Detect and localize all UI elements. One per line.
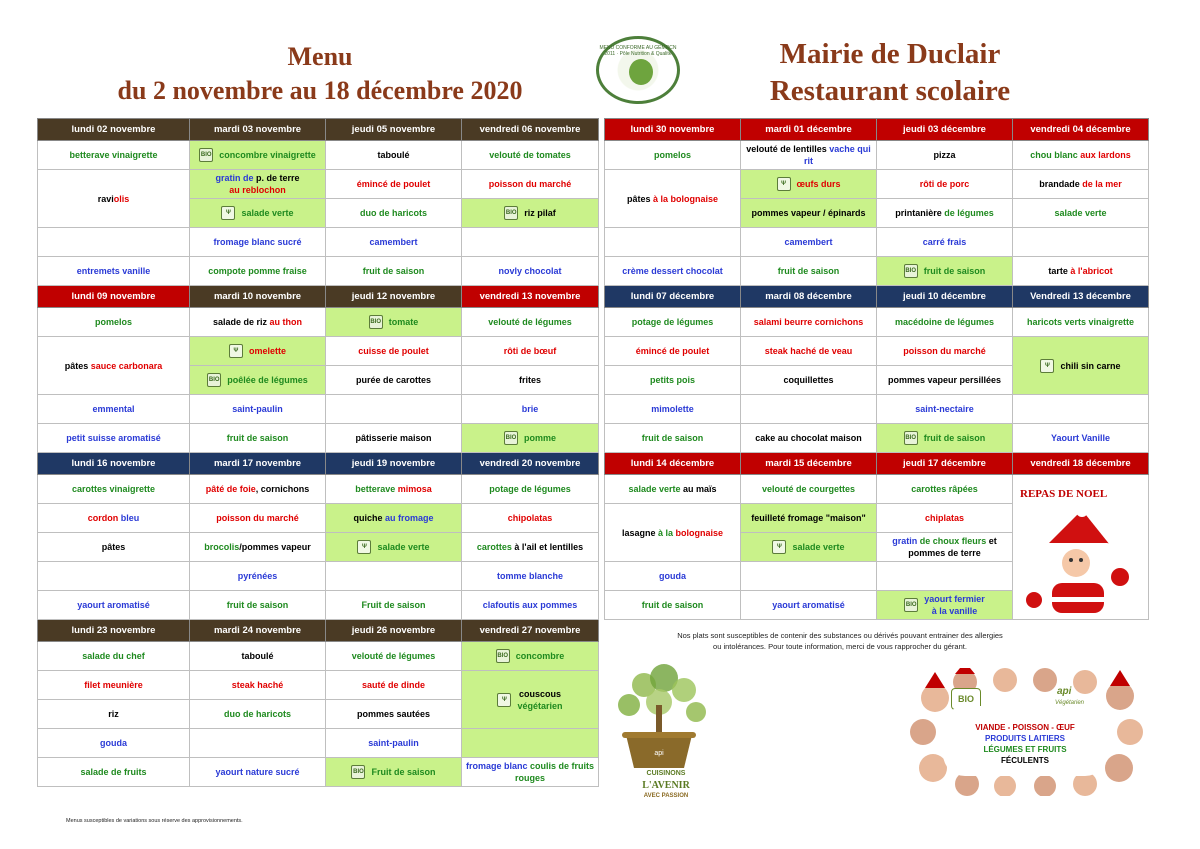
- week-header: [38, 119, 599, 141]
- day-header: vendredi 13 novembre: [462, 286, 599, 308]
- starter: velouté de légumes: [462, 308, 599, 337]
- starter: pomelos: [38, 308, 190, 337]
- day-header: jeudi 17 décembre: [877, 453, 1013, 475]
- bio-icon: BIO: [351, 765, 365, 779]
- api-label: api: [1057, 686, 1072, 697]
- cheese: saint-paulin: [326, 729, 462, 758]
- main-course: gratin de p. de terre au reblochon: [190, 170, 326, 199]
- day-header: mardi 15 décembre: [741, 453, 877, 475]
- side-dish: pommes sautées: [326, 700, 462, 729]
- day-header: mardi 17 novembre: [190, 453, 326, 475]
- dessert: fruit de saison: [326, 257, 462, 286]
- cheese: [605, 228, 741, 257]
- cheese: [462, 729, 599, 758]
- christmas-meal-label: REPAS DE NOEL: [1020, 488, 1108, 500]
- dessert: Fruit de saison: [326, 591, 462, 620]
- day-header: jeudi 05 novembre: [326, 119, 462, 141]
- starter: haricots verts vinaigrette: [1013, 308, 1149, 337]
- cheese: [1013, 395, 1149, 424]
- cheese: carré frais: [877, 228, 1013, 257]
- food-group-dairy: PRODUITS LAITIERS: [984, 734, 1065, 743]
- starter: potage de légumes: [605, 308, 741, 337]
- starter: carottes vinaigrette: [38, 475, 190, 504]
- starter: velouté de tomates: [462, 141, 599, 170]
- main-course: Ψ chili sin carne: [1013, 337, 1149, 395]
- bio-icon: BIO: [369, 315, 383, 329]
- gemrcn-seal-icon: [596, 36, 680, 104]
- restaurant-name: Restaurant scolaire: [769, 75, 1011, 107]
- cheese: [326, 562, 462, 591]
- dessert: BIO yaourt fermier à la vanille: [877, 591, 1013, 620]
- dessert: crème dessert chocolat: [605, 257, 741, 286]
- main-course: chipolatas: [462, 504, 599, 533]
- mairie-title: [700, 36, 1080, 110]
- starter: pizza: [877, 141, 1013, 170]
- menu-title: [40, 40, 600, 108]
- main-course: brandade de la mer: [1013, 170, 1149, 199]
- bio-label-icon: BIO: [951, 688, 981, 710]
- day-header: lundi 23 novembre: [38, 620, 190, 642]
- week-header: [38, 286, 599, 308]
- main-course: pâtes à la bolognaise: [605, 170, 741, 228]
- day-header: mardi 10 novembre: [190, 286, 326, 308]
- dessert: yaourt nature sucré: [190, 758, 326, 787]
- side-dish: pâtes: [38, 533, 190, 562]
- main-course: poisson du marché: [877, 337, 1013, 366]
- dessert: fruit de saison: [741, 257, 877, 286]
- api-vegetarian-label: Végétarien: [1055, 700, 1085, 706]
- cheese: mimolette: [605, 395, 741, 424]
- starter: velouté de lentilles vache qui rit: [741, 141, 877, 170]
- starter: pâté de foie, cornichons: [190, 475, 326, 504]
- dessert: BIO fruit de saison: [877, 424, 1013, 453]
- main-course: raviolis: [38, 170, 190, 228]
- logo-brand: api: [654, 750, 664, 757]
- cheese: [462, 228, 599, 257]
- side-dish: Ψ salade verte: [326, 533, 462, 562]
- day-header: lundi 30 novembre: [605, 119, 741, 141]
- side-dish: brocolis/pommes vapeur: [190, 533, 326, 562]
- main-course: poisson du marché: [462, 170, 599, 199]
- week-header: [605, 286, 1149, 308]
- day-header: jeudi 10 décembre: [877, 286, 1013, 308]
- side-dish: Ψ salade verte: [741, 533, 877, 562]
- main-course: poisson du marché: [190, 504, 326, 533]
- dessert: novly chocolat: [462, 257, 599, 286]
- vegetarian-icon: Ψ: [777, 177, 791, 191]
- week-header: [605, 119, 1149, 141]
- dessert: tarte à l'abricot: [1013, 257, 1149, 286]
- main-course: pâtes sauce carbonara: [38, 337, 190, 395]
- bio-icon: BIO: [504, 206, 518, 220]
- cheese: camembert: [326, 228, 462, 257]
- starter: carottes râpées: [877, 475, 1013, 504]
- dessert: fruit de saison: [605, 591, 741, 620]
- side-dish: duo de haricots: [326, 199, 462, 228]
- food-group-fruits-vegetables: LÉGUMES ET FRUITS: [983, 745, 1067, 754]
- dessert: fromage blanc coulis de fruits rouges: [462, 758, 599, 787]
- starter: potage de légumes: [462, 475, 599, 504]
- menu-table-left: [37, 118, 599, 787]
- starter: chou blanc aux lardons: [1013, 141, 1149, 170]
- day-header: mardi 24 novembre: [190, 620, 326, 642]
- dessert: yaourt aromatisé: [38, 591, 190, 620]
- main-course: cordon bleu: [38, 504, 190, 533]
- week-header: [38, 620, 599, 642]
- main-course: émincé de poulet: [326, 170, 462, 199]
- side-dish: BIO riz pilaf: [462, 199, 599, 228]
- cheese: [190, 729, 326, 758]
- cheese: emmental: [38, 395, 190, 424]
- cheese: gouda: [605, 562, 741, 591]
- day-header: vendredi 06 novembre: [462, 119, 599, 141]
- allergy-line2: ou intolérances. Pour toute information, merci de vous rapprocher du gérant.: [713, 642, 967, 651]
- cheese: camembert: [741, 228, 877, 257]
- side-dish: coquillettes: [741, 366, 877, 395]
- main-course: chiplatas: [877, 504, 1013, 533]
- starter: pomelos: [605, 141, 741, 170]
- cheese: saint-paulin: [190, 395, 326, 424]
- dessert: cake au chocolat maison: [741, 424, 877, 453]
- cheese: tomme blanche: [462, 562, 599, 591]
- day-header: jeudi 12 novembre: [326, 286, 462, 308]
- day-header: jeudi 03 décembre: [877, 119, 1013, 141]
- vegetarian-icon: Ψ: [357, 540, 371, 554]
- bio-icon: BIO: [904, 431, 918, 445]
- side-dish: BIO poêlée de légumes: [190, 366, 326, 395]
- side-dish: carottes à l'ail et lentilles: [462, 533, 599, 562]
- dessert: petit suisse aromatisé: [38, 424, 190, 453]
- starter: BIO concombre: [462, 642, 599, 671]
- starter: BIO tomate: [326, 308, 462, 337]
- cheese: [326, 395, 462, 424]
- dessert: yaourt aromatisé: [741, 591, 877, 620]
- dessert: clafoutis aux pommes: [462, 591, 599, 620]
- cheese: [741, 562, 877, 591]
- cuisinons-logo: [604, 660, 714, 810]
- week-header: [605, 453, 1149, 475]
- starter: BIO concombre vinaigrette: [190, 141, 326, 170]
- logo-line3: AVEC PASSION: [643, 793, 689, 799]
- starter: taboulé: [326, 141, 462, 170]
- starter: salade du chef: [38, 642, 190, 671]
- vegetarian-icon: Ψ: [772, 540, 786, 554]
- main-course: rôti de porc: [877, 170, 1013, 199]
- side-dish: riz: [38, 700, 190, 729]
- day-header: jeudi 19 novembre: [326, 453, 462, 475]
- side-dish: duo de haricots: [190, 700, 326, 729]
- side-dish: frites: [462, 366, 599, 395]
- cheese: [38, 228, 190, 257]
- side-dish: pommes vapeur / épinards: [741, 199, 877, 228]
- main-course: steak haché de veau: [741, 337, 877, 366]
- week-header: [38, 453, 599, 475]
- day-header: mardi 03 novembre: [190, 119, 326, 141]
- cheese: [1013, 228, 1149, 257]
- tree-pot-icon: [604, 660, 714, 772]
- supply-footnote: Menus susceptibles de variations sous réserve des approvisionnements.: [66, 818, 243, 824]
- main-course: filet meunière: [38, 671, 190, 700]
- side-dish: petits pois: [605, 366, 741, 395]
- dessert: fruit de saison: [190, 424, 326, 453]
- dessert: salade de fruits: [38, 758, 190, 787]
- day-header: vendredi 27 novembre: [462, 620, 599, 642]
- dessert: BIO fruit de saison: [877, 257, 1013, 286]
- menu-title-line1: Menu: [287, 42, 353, 71]
- bio-icon: BIO: [904, 264, 918, 278]
- side-dish: pommes vapeur persillées: [877, 366, 1013, 395]
- day-header: Vendredi 13 décembre: [1013, 286, 1149, 308]
- dessert: fruit de saison: [605, 424, 741, 453]
- starter: taboulé: [190, 642, 326, 671]
- main-course: sauté de dinde: [326, 671, 462, 700]
- main-course: Ψ omelette: [190, 337, 326, 366]
- vegetarian-icon: Ψ: [497, 693, 511, 707]
- starter: salade de riz au thon: [190, 308, 326, 337]
- logo-line1: CUISINONS: [646, 770, 686, 777]
- side-dish: Ψ salade verte: [190, 199, 326, 228]
- cheese: [741, 395, 877, 424]
- vegetarian-icon: Ψ: [229, 344, 243, 358]
- starter: velouté de légumes: [326, 642, 462, 671]
- logo-line2: L'AVENIR: [642, 780, 690, 791]
- starter: betterave mimosa: [326, 475, 462, 504]
- cheese: [38, 562, 190, 591]
- day-header: vendredi 18 décembre: [1013, 453, 1149, 475]
- menu-date-range: du 2 novembre au 18 décembre 2020: [117, 76, 523, 105]
- seal-text: MENU CONFORME AU GEMRCN 2011 · Pôle Nutrition & Qualité: [599, 45, 677, 57]
- santa-claus-icon: [1022, 505, 1140, 617]
- bio-icon: BIO: [199, 148, 213, 162]
- main-course: feuilleté fromage "maison": [741, 504, 877, 533]
- side-dish: printanière de légumes: [877, 199, 1013, 228]
- day-header: mardi 01 décembre: [741, 119, 877, 141]
- day-header: vendredi 20 novembre: [462, 453, 599, 475]
- main-course: steak haché: [190, 671, 326, 700]
- dessert: entremets vanille: [38, 257, 190, 286]
- cheese: gouda: [38, 729, 190, 758]
- cheese: [877, 562, 1013, 591]
- starter: salami beurre cornichons: [741, 308, 877, 337]
- food-group-proteins: VIANDE - POISSON - ŒUF: [975, 723, 1075, 732]
- bio-icon: BIO: [496, 649, 510, 663]
- dessert: BIO pomme: [462, 424, 599, 453]
- starter: betterave vinaigrette: [38, 141, 190, 170]
- vegetarian-icon: Ψ: [221, 206, 235, 220]
- food-groups-panel: [905, 668, 1145, 796]
- dessert: Yaourt Vanille: [1013, 424, 1149, 453]
- day-header: jeudi 26 novembre: [326, 620, 462, 642]
- bio-icon: BIO: [207, 373, 221, 387]
- allergy-line1: Nos plats sont susceptibles de contenir des substances ou dérivés pouvant entrainer des allergies: [677, 631, 1003, 640]
- bio-icon: BIO: [504, 431, 518, 445]
- food-group-starches: FÉCULENTS: [1001, 756, 1049, 765]
- main-course: Ψ œufs durs: [741, 170, 877, 199]
- cheese: fromage blanc sucré: [190, 228, 326, 257]
- day-header: mardi 08 décembre: [741, 286, 877, 308]
- side-dish: salade verte: [1013, 199, 1149, 228]
- dessert: fruit de saison: [190, 591, 326, 620]
- main-course: rôti de bœuf: [462, 337, 599, 366]
- dessert: pâtisserie maison: [326, 424, 462, 453]
- main-course: lasagne à la bolognaise: [605, 504, 741, 562]
- allergy-notice: [600, 630, 1080, 652]
- day-header: lundi 02 novembre: [38, 119, 190, 141]
- starter: velouté de courgettes: [741, 475, 877, 504]
- main-course: quiche au fromage: [326, 504, 462, 533]
- starter: macédoine de légumes: [877, 308, 1013, 337]
- side-dish: gratin de choux fleurs et pommes de terre: [877, 533, 1013, 562]
- cheese: brie: [462, 395, 599, 424]
- day-header: lundi 14 décembre: [605, 453, 741, 475]
- main-course: cuisse de poulet: [326, 337, 462, 366]
- vegetarian-icon: Ψ: [1040, 359, 1054, 373]
- starter: salade verte au maïs: [605, 475, 741, 504]
- dessert: compote pomme fraise: [190, 257, 326, 286]
- main-course: Ψ couscous végétarien: [462, 671, 599, 729]
- mairie-name: Mairie de Duclair: [779, 38, 1001, 70]
- side-dish: purée de carottes: [326, 366, 462, 395]
- main-course: émincé de poulet: [605, 337, 741, 366]
- cheese: pyrénées: [190, 562, 326, 591]
- bio-icon: BIO: [904, 598, 918, 612]
- day-header: lundi 16 novembre: [38, 453, 190, 475]
- day-header: lundi 07 décembre: [605, 286, 741, 308]
- day-header: lundi 09 novembre: [38, 286, 190, 308]
- apple-icon: [629, 59, 653, 85]
- food-groups-box: [943, 706, 1107, 776]
- cheese: saint-nectaire: [877, 395, 1013, 424]
- day-header: vendredi 04 décembre: [1013, 119, 1149, 141]
- dessert: BIO Fruit de saison: [326, 758, 462, 787]
